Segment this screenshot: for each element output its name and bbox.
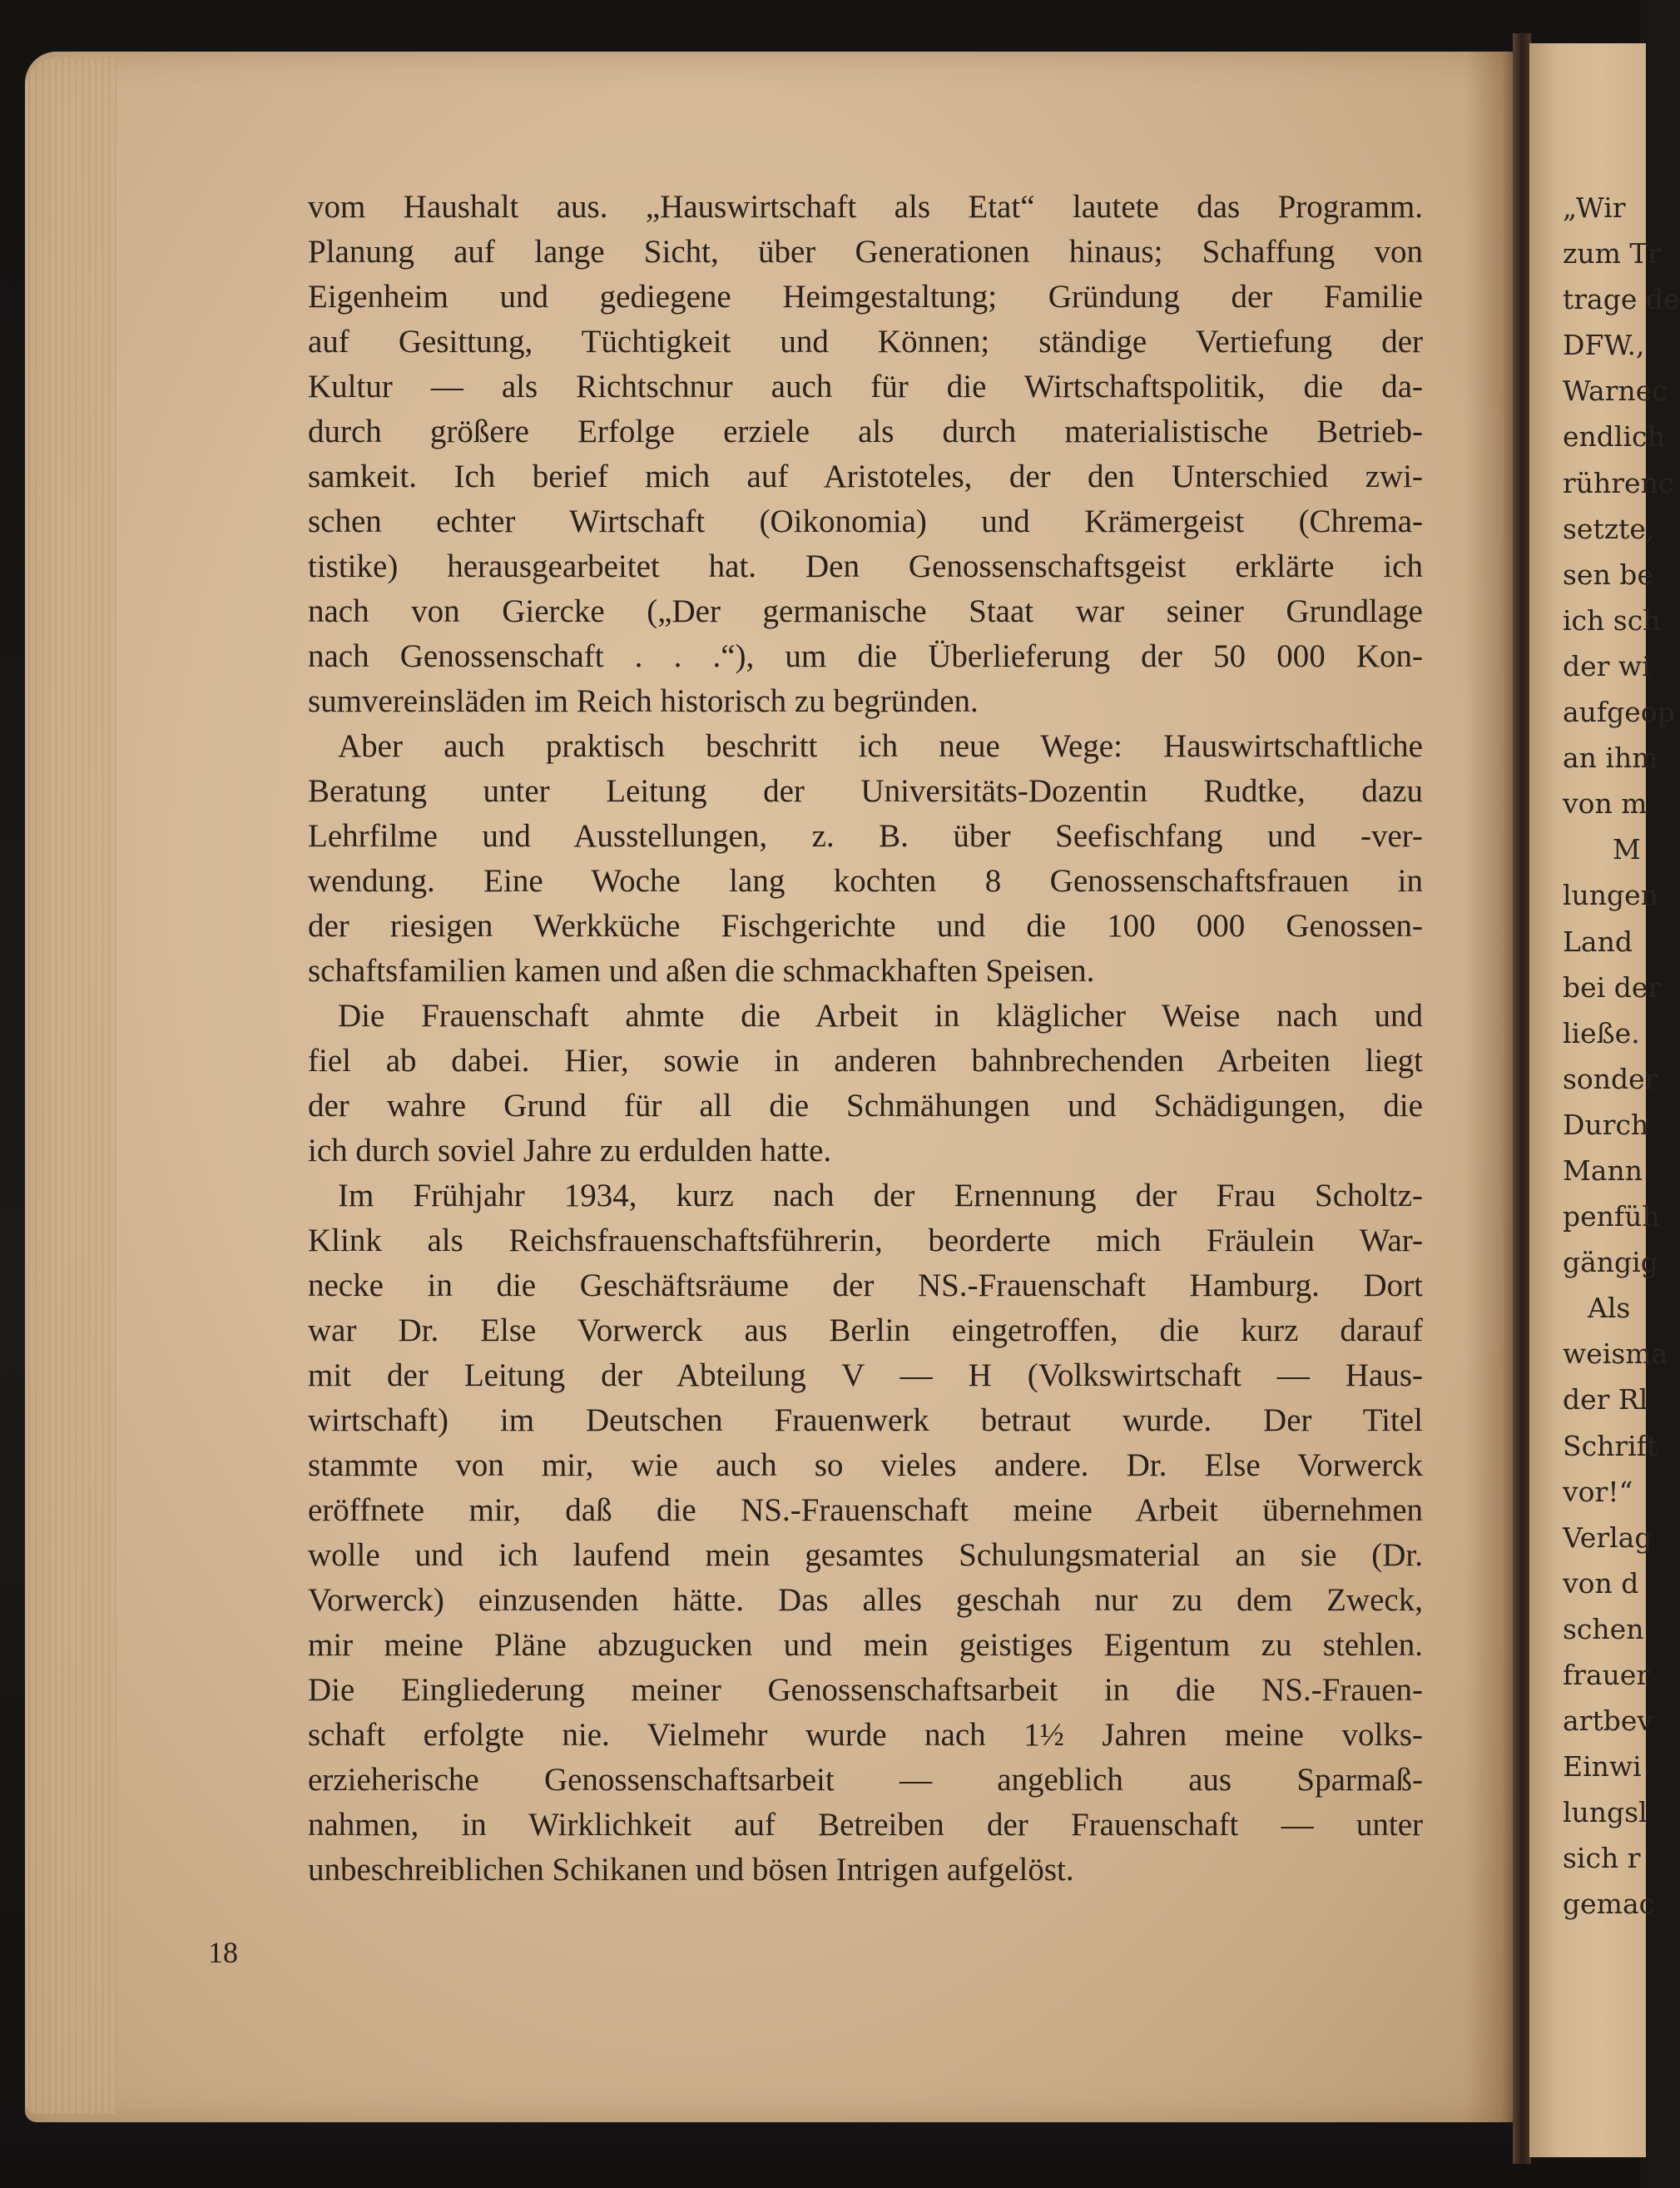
text-line: Die Eingliederung meiner Genossenschaftsarbeit in die NS.-Frauen- <box>308 1672 1423 1708</box>
text-line: mit der Leitung der Abteilung V — H (Volkswirtschaft — Haus- <box>308 1357 1423 1393</box>
text-line: Kultur — als Richtschnur auch für die Wirtschaftspolitik, die da- <box>308 369 1423 404</box>
right-line: an ihm <box>1563 742 1658 775</box>
text-line: Lehrfilme und Ausstellungen, z. B. über Seefischfang und -ver- <box>308 818 1423 854</box>
text-line: der riesigen Werkküche Fischgerichte und die 100 000 Genossen- <box>308 908 1423 944</box>
right-line: endlich <box>1563 420 1665 454</box>
right-line: sen be <box>1563 558 1653 591</box>
text-line: Planung auf lange Sicht, über Generationen hinaus; Schaffung von <box>308 234 1423 270</box>
right-line: Warnec <box>1563 375 1668 408</box>
right-line: Einwi <box>1563 1750 1642 1784</box>
text-line: sumvereinsläden im Reich historisch zu begründen. <box>308 683 979 719</box>
right-line: artbev <box>1563 1704 1653 1738</box>
text-line: wendung. Eine Woche lang kochten 8 Genossenschaftsfrauen in <box>308 863 1423 899</box>
right-line: Als <box>1588 1292 1631 1325</box>
right-line: lungsl <box>1563 1796 1648 1829</box>
right-line: Schrift <box>1563 1429 1658 1462</box>
text-line: nahmen, in Wirklichkeit auf Betreiben der Frauenschaft — unter <box>308 1807 1423 1843</box>
text-line: schen echter Wirtschaft (Oikonomia) und Krämergeist (Chrema- <box>308 504 1423 539</box>
text-line: nach von Giercke („Der germanische Staat war seiner Grundlage <box>308 593 1423 629</box>
text-line: tistike) herausgearbeitet hat. Den Genossenschaftsgeist erklärte ich <box>308 548 1423 584</box>
text-line: Klink als Reichsfrauenschaftsführerin, beorderte mich Fräulein War- <box>308 1223 1423 1258</box>
right-line: sonder <box>1563 1062 1658 1095</box>
right-line: DFW., <box>1563 329 1645 362</box>
text-line: wirtschaft) im Deutschen Frauenwerk betraut wurde. Der Titel <box>308 1402 1423 1438</box>
text-line: erzieherische Genossenschaftsarbeit — angeblich aus Sparmaß- <box>308 1762 1423 1798</box>
right-line: der Rl <box>1563 1383 1648 1416</box>
right-line: „Wir <box>1563 191 1626 224</box>
right-line: gemac <box>1563 1888 1655 1921</box>
right-line: gängig <box>1563 1246 1658 1279</box>
right-line: aufgeop <box>1563 696 1675 729</box>
right-line: rührenc <box>1563 466 1674 499</box>
text-line: vom Haushalt aus. „Hauswirtschaft als Etat“ lautete das Programm. <box>308 189 1423 225</box>
right-line: setzte, <box>1563 512 1655 545</box>
text-line: wolle und ich laufend mein gesamtes Schulungsmaterial an sie (Dr. <box>308 1537 1423 1573</box>
text-line: Vorwerck) einzusenden hätte. Das alles geschah nur zu dem Zweck, <box>308 1582 1423 1618</box>
text-line: fiel ab dabei. Hier, sowie in anderen bahnbrechenden Arbeiten liegt <box>308 1043 1423 1079</box>
text-line: mir meine Pläne abzugucken und mein geistiges Eigentum zu stehlen. <box>308 1627 1423 1663</box>
text-line: stammte von mir, wie auch so vieles andere. Dr. Else Vorwerck <box>308 1447 1423 1483</box>
right-line: vor!“ <box>1563 1475 1633 1508</box>
right-line: zum Tr <box>1563 237 1662 270</box>
right-line: bei der <box>1563 970 1662 1004</box>
text-line: war Dr. Else Vorwerck aus Berlin eingetroffen, die kurz darauf <box>308 1312 1423 1348</box>
text-line: unbeschreiblichen Schikanen und bösen Intrigen aufgelöst. <box>308 1852 1074 1888</box>
right-line: frauer <box>1563 1659 1650 1691</box>
text-line: Eigenheim und gediegene Heimgestaltung; Gründung der Familie <box>308 279 1423 315</box>
right-line: schen <box>1563 1612 1644 1645</box>
text-line: durch größere Erfolge erziele als durch materialistische Betrieb- <box>308 414 1423 449</box>
page-number: 18 <box>208 1936 238 1969</box>
right-line: Verlag <box>1563 1521 1653 1554</box>
right-line: von m <box>1563 787 1648 821</box>
text-line: nach Genossenschaft . . .“), um die Überlieferung der 50 000 Kon- <box>308 638 1423 674</box>
right-line: Land <box>1563 925 1633 958</box>
text-line: schaftsfamilien kamen und aßen die schmackhaften Speisen. <box>308 953 1095 989</box>
text-line: necke in die Geschäftsräume der NS.-Frauenschaft Hamburg. Dort <box>308 1268 1423 1303</box>
text-line: schaft erfolgte nie. Vielmehr wurde nach 1½ Jahren meine volks- <box>308 1717 1423 1753</box>
text-line: auf Gesittung, Tüchtigkeit und Können; ständige Vertiefung der <box>308 324 1423 360</box>
right-line: weisma <box>1563 1337 1668 1371</box>
right-line: penfüh <box>1563 1200 1660 1233</box>
text-line: eröffnete mir, daß die NS.-Frauenschaft meine Arbeit übernehmen <box>308 1492 1423 1528</box>
right-line: lungen <box>1563 879 1658 912</box>
right-page <box>1529 43 1680 2157</box>
right-line: von d <box>1563 1566 1639 1600</box>
text-line: Im Frühjahr 1934, kurz nach der Ernennung der Frau Scholtz- <box>338 1178 1423 1213</box>
right-line: der wi <box>1563 649 1651 682</box>
right-line: M <box>1613 833 1641 866</box>
right-line: trage de <box>1563 283 1680 316</box>
text-line: Beratung unter Leitung der Universitäts-Dozentin Rudtke, dazu <box>308 773 1423 809</box>
text-line: Aber auch praktisch beschritt ich neue Wege: Hauswirtschaftliche <box>338 728 1423 764</box>
right-line: Mann <box>1563 1154 1643 1187</box>
right-line: ich sch <box>1563 603 1661 637</box>
body-text <box>308 185 1423 1893</box>
text-line: samkeit. Ich berief mich auf Aristoteles, der den Unterschied zwi- <box>308 459 1423 494</box>
text-line: Die Frauenschaft ahmte die Arbeit in kläglicher Weise nach und <box>338 998 1423 1034</box>
right-line: sich r <box>1563 1842 1641 1875</box>
right-page-text <box>1563 185 1680 1928</box>
book-spine <box>1513 33 1531 2164</box>
text-line: ich durch soviel Jahre zu erdulden hatte. <box>308 1133 832 1168</box>
right-line: Durch <box>1563 1108 1649 1141</box>
text-line: der wahre Grund für all die Schmähungen und Schädigungen, die <box>308 1088 1423 1124</box>
right-line: ließe. <box>1563 1016 1640 1049</box>
page-edges <box>25 58 116 2114</box>
